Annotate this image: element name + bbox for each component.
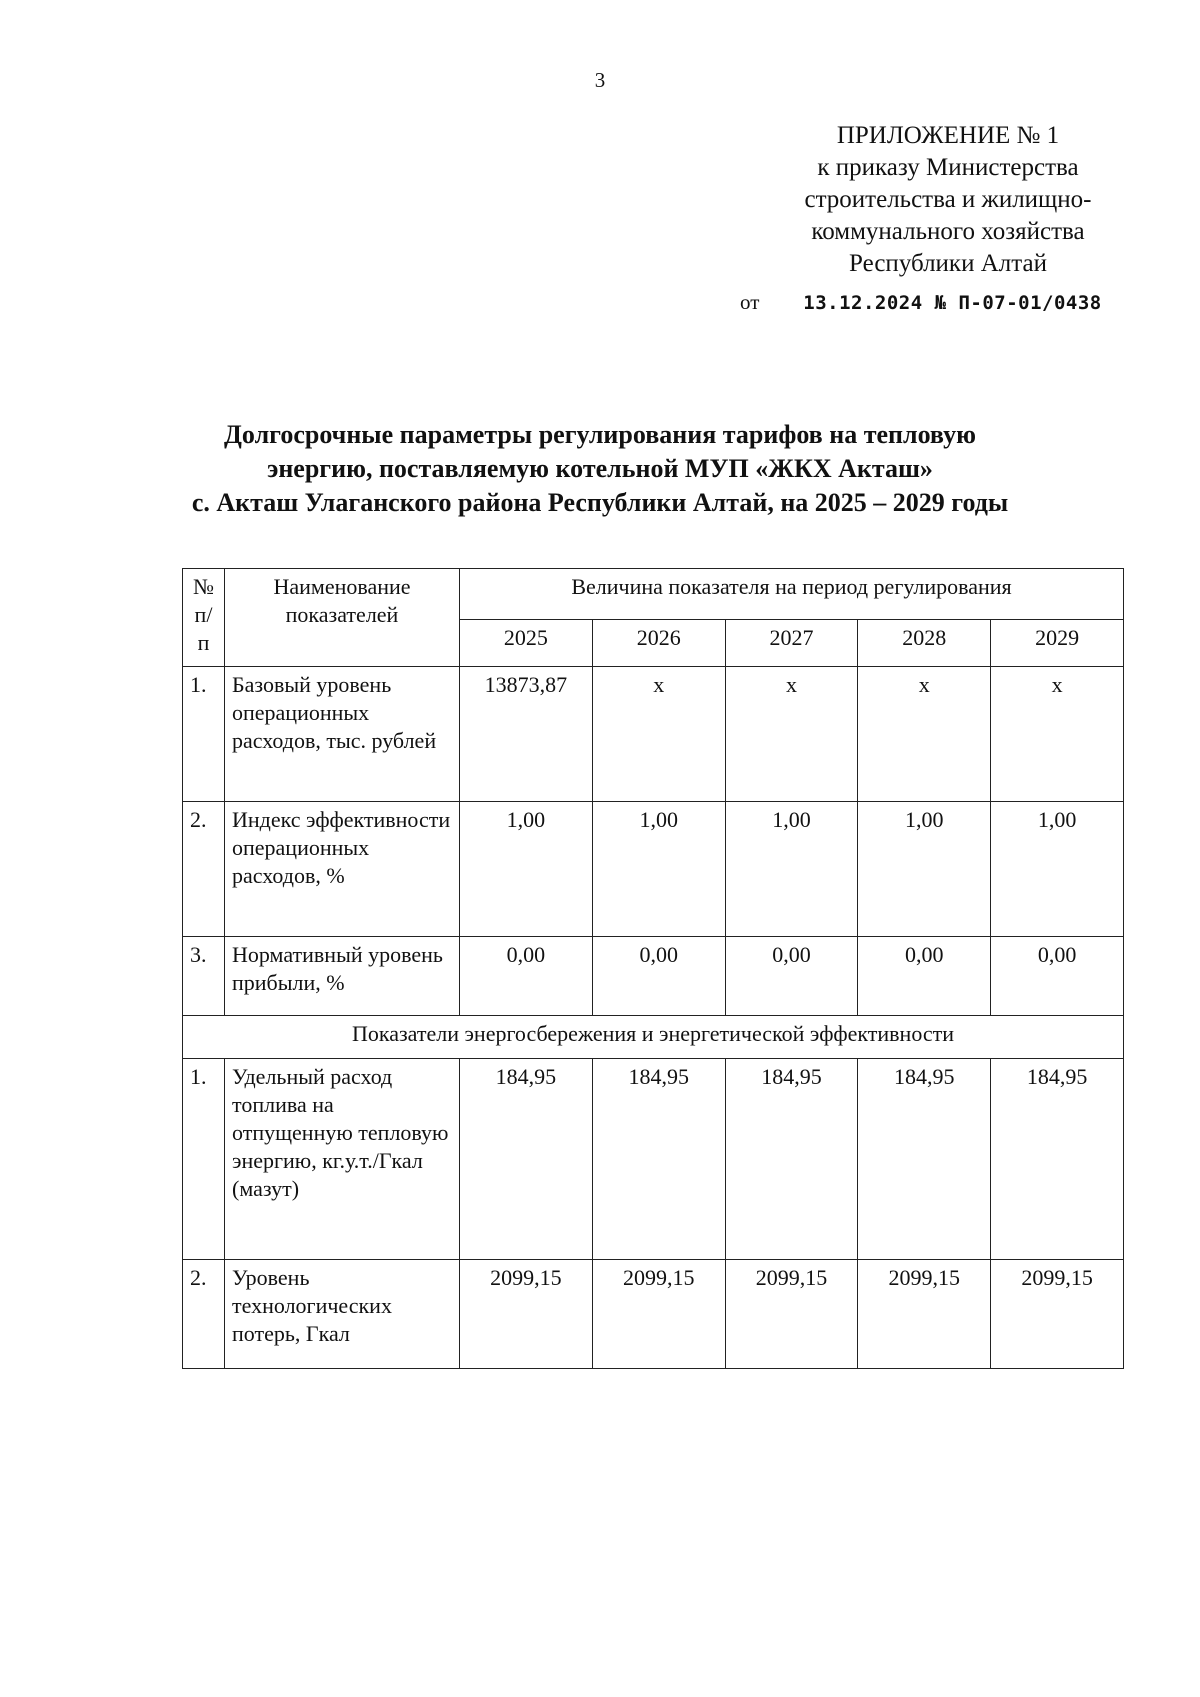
title-line: энергию, поставляемую котельной МУП «ЖКХ Акташ» — [267, 454, 933, 483]
appendix-line: к приказу Министерства — [817, 154, 1079, 181]
value-cell: 1,00 — [460, 802, 593, 937]
title-line: с. Акташ Улаганского района Республики Алтай, на 2025 – 2029 годы — [191, 488, 1009, 517]
value-cell: 2099,15 — [592, 1260, 725, 1369]
header-name: Наименование показателей — [225, 569, 460, 667]
row-num: 1. — [183, 667, 225, 802]
year-cell: 2028 — [858, 620, 991, 667]
row-num: 2. — [183, 1260, 225, 1369]
table-row — [183, 1059, 1124, 1260]
row-num: 1. — [183, 1059, 225, 1260]
appendix-line: Республики Алтай — [849, 250, 1047, 277]
value-cell: 1,00 — [725, 802, 858, 937]
row-num: 3. — [183, 937, 225, 1016]
value-cell: 2099,15 — [858, 1260, 991, 1369]
value-cell: 0,00 — [460, 937, 593, 1016]
date-prefix: от — [740, 290, 760, 314]
value-cell: х — [991, 667, 1124, 802]
order-date-line — [740, 289, 1148, 316]
value-cell: 1,00 — [991, 802, 1124, 937]
appendix-block — [740, 120, 1148, 314]
year-cell: 2025 — [460, 620, 593, 667]
section-header-row — [183, 1016, 1124, 1059]
row-name: Базовый уровень операционных расходов, тыс. рублей — [225, 667, 460, 802]
title-line: Долгосрочные параметры регулирования тарифов на тепловую — [224, 420, 976, 449]
row-name: Нормативный уровень прибыли, % — [225, 937, 460, 1016]
table-header-row — [183, 569, 1124, 620]
header-num: № п/п — [183, 569, 225, 667]
value-cell: х — [858, 667, 991, 802]
value-cell: 184,95 — [858, 1059, 991, 1260]
table-row — [183, 1260, 1124, 1369]
value-cell: 0,00 — [725, 937, 858, 1016]
section-title: Показатели энергосбережения и энергетической эффективности — [183, 1016, 1124, 1059]
value-cell: 0,00 — [991, 937, 1124, 1016]
value-cell: 2099,15 — [725, 1260, 858, 1369]
value-cell: 2099,15 — [991, 1260, 1124, 1369]
value-cell: 184,95 — [991, 1059, 1124, 1260]
appendix-line: строительства и жилищно- — [804, 186, 1092, 213]
value-cell: 13873,87 — [460, 667, 593, 802]
value-cell: 184,95 — [460, 1059, 593, 1260]
value-cell: х — [725, 667, 858, 802]
appendix-line: коммунального хозяйства — [811, 218, 1085, 245]
parameters-table — [182, 568, 1124, 1369]
document-title — [0, 418, 1200, 520]
order-number-stamp: 13.12.2024 № П-07-01/0438 — [803, 292, 1102, 314]
value-cell: 0,00 — [592, 937, 725, 1016]
table-row — [183, 802, 1124, 937]
page-number: 3 — [594, 68, 606, 92]
value-cell: 184,95 — [592, 1059, 725, 1260]
year-cell: 2029 — [991, 620, 1124, 667]
header-period: Величина показателя на период регулирования — [460, 569, 1124, 620]
row-name: Индекс эффективности операционных расходов, % — [225, 802, 460, 937]
value-cell: х — [592, 667, 725, 802]
year-cell: 2027 — [725, 620, 858, 667]
table-row — [183, 667, 1124, 802]
row-num: 2. — [183, 802, 225, 937]
value-cell: 0,00 — [858, 937, 991, 1016]
value-cell: 1,00 — [592, 802, 725, 937]
appendix-title: ПРИЛОЖЕНИЕ № 1 — [836, 122, 1060, 149]
row-name: Уровень технологических потерь, Гкал — [225, 1260, 460, 1369]
value-cell: 184,95 — [725, 1059, 858, 1260]
value-cell: 1,00 — [858, 802, 991, 937]
table-row — [183, 937, 1124, 1016]
row-name: Удельный расход топлива на отпущенную тепловую энергию, кг.у.т./Гкал (мазут) — [225, 1059, 460, 1260]
value-cell: 2099,15 — [460, 1260, 593, 1369]
year-cell: 2026 — [592, 620, 725, 667]
